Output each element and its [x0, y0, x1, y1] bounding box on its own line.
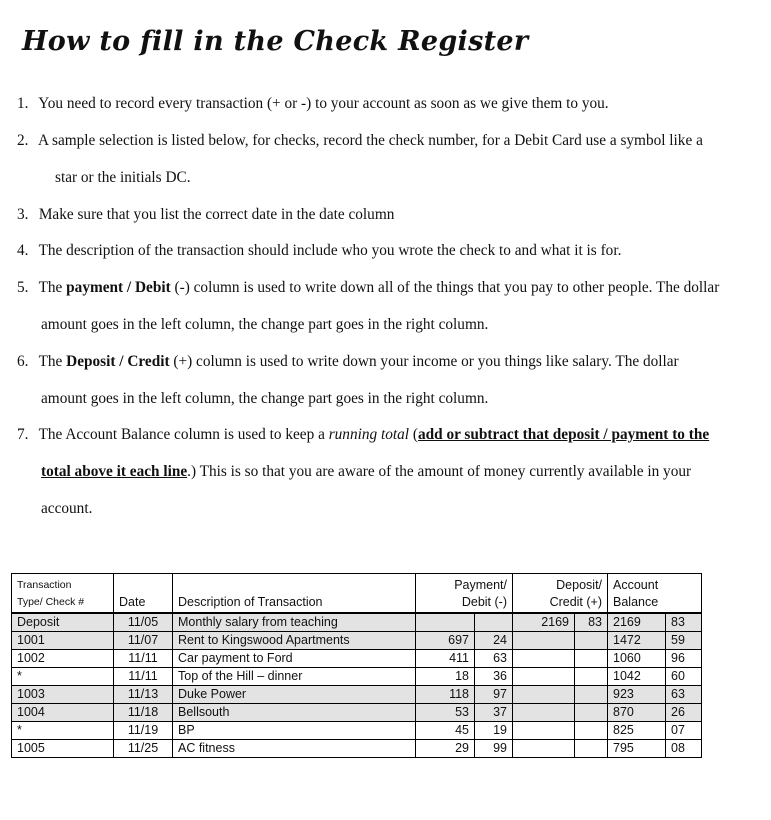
instruction-text: You need to record every transaction (+ or -) to your account as soon as we give them to you.: [38, 95, 609, 112]
instruction-number: 5.: [17, 279, 29, 296]
table-row: [12, 722, 702, 740]
instruction-text-post: (-) column is used to write down all of the things that you pay to other people. The dollar: [170, 279, 720, 296]
cell-balance-cents: 08: [666, 740, 702, 758]
cell-balance-dollars: 825: [608, 722, 666, 740]
header-account-balance: Account Balance: [608, 574, 702, 614]
cell-balance-cents: 26: [666, 704, 702, 722]
cell-payment-cents: [475, 613, 513, 632]
cell-balance-dollars: 1472: [608, 632, 666, 650]
cell-transaction-type: Deposit: [12, 613, 114, 632]
cell-payment-dollars: 29: [416, 740, 475, 758]
cell-payment-cents: 19: [475, 722, 513, 740]
cell-balance-cents: 60: [666, 668, 702, 686]
instruction-5-continued: amount goes in the left column, the change part goes in the right column.: [41, 316, 489, 333]
instruction-text-pre: The: [38, 353, 67, 370]
cell-balance-dollars: 1042: [608, 668, 666, 686]
cell-transaction-type: 1005: [12, 740, 114, 758]
cell-description: BP: [173, 722, 416, 740]
cell-deposit-dollars: 2169: [513, 613, 575, 632]
cell-balance-cents: 59: [666, 632, 702, 650]
cell-balance-cents: 96: [666, 650, 702, 668]
cell-payment-dollars: 697: [416, 632, 475, 650]
cell-description: Monthly salary from teaching: [173, 613, 416, 632]
table-row: [12, 686, 702, 704]
table-row: [12, 613, 702, 632]
cell-description: Duke Power: [173, 686, 416, 704]
instruction-bold-term: payment / Debit: [66, 279, 171, 296]
table-row: [12, 650, 702, 668]
cell-payment-cents: 36: [475, 668, 513, 686]
cell-balance-cents: 63: [666, 686, 702, 704]
cell-description: Rent to Kingswood Apartments: [173, 632, 416, 650]
cell-payment-cents: 37: [475, 704, 513, 722]
cell-deposit-cents: [575, 632, 608, 650]
cell-payment-dollars: 45: [416, 722, 475, 740]
page-title: How to fill in the Check Register: [22, 26, 529, 57]
cell-balance-cents: 83: [666, 613, 702, 632]
cell-date: 11/19: [114, 722, 173, 740]
cell-description: Bellsouth: [173, 704, 416, 722]
cell-balance-dollars: 923: [608, 686, 666, 704]
instruction-text: A sample selection is listed below, for checks, record the check number, for a Debit Card use a symbol like a: [37, 132, 703, 149]
cell-transaction-type: *: [12, 668, 114, 686]
instruction-number: 6.: [17, 353, 29, 370]
cell-date: 11/25: [114, 740, 173, 758]
cell-deposit-cents: [575, 704, 608, 722]
instruction-1: [17, 95, 757, 113]
cell-date: 11/11: [114, 650, 173, 668]
cell-deposit-dollars: [513, 722, 575, 740]
instruction-number: 7.: [17, 426, 29, 443]
instruction-5: [17, 279, 757, 297]
cell-date: 11/05: [114, 613, 173, 632]
table-row: [12, 740, 702, 758]
instruction-text: Make sure that you list the correct date in the date column: [38, 206, 395, 223]
cell-deposit-cents: 83: [575, 613, 608, 632]
cell-payment-cents: 24: [475, 632, 513, 650]
cell-balance-cents: 07: [666, 722, 702, 740]
cell-deposit-cents: [575, 722, 608, 740]
cell-description: AC fitness: [173, 740, 416, 758]
register-body: [12, 613, 702, 758]
table-row: [12, 668, 702, 686]
cell-deposit-cents: [575, 686, 608, 704]
instruction-7: [17, 426, 757, 444]
cell-transaction-type: *: [12, 722, 114, 740]
cell-transaction-type: 1002: [12, 650, 114, 668]
instruction-text: The description of the transaction should include who you wrote the check to and what it is for.: [38, 242, 622, 259]
cell-balance-dollars: 2169: [608, 613, 666, 632]
cell-date: 11/07: [114, 632, 173, 650]
cell-deposit-dollars: [513, 650, 575, 668]
check-register-table: [11, 573, 702, 758]
table-header-row: [12, 574, 702, 614]
table-row: [12, 704, 702, 722]
instruction-6-continued: amount goes in the left column, the change part goes in the right column.: [41, 390, 489, 407]
cell-description: Top of the Hill – dinner: [173, 668, 416, 686]
instruction-7-continued: account.: [41, 500, 93, 517]
cell-deposit-dollars: [513, 704, 575, 722]
instruction-underlined-text: add or subtract that deposit / payment to the: [417, 426, 710, 443]
instruction-text-post: (+) column is used to write down your income or you things like salary. The dollar: [169, 353, 679, 370]
cell-balance-dollars: 795: [608, 740, 666, 758]
header-transaction-type: Transaction Type/ Check #: [12, 574, 114, 614]
cell-deposit-cents: [575, 650, 608, 668]
cell-deposit-cents: [575, 668, 608, 686]
instruction-italic-term: running total: [328, 426, 410, 443]
instruction-text-post: .) This is so that you are aware of the amount of money currently available in your: [187, 463, 692, 480]
cell-payment-cents: 63: [475, 650, 513, 668]
instruction-number: 3.: [17, 206, 29, 223]
cell-payment-cents: 97: [475, 686, 513, 704]
instruction-number: 1.: [17, 95, 29, 112]
instruction-text-mid: (: [409, 426, 418, 443]
cell-transaction-type: 1004: [12, 704, 114, 722]
cell-payment-dollars: 411: [416, 650, 475, 668]
cell-payment-dollars: 53: [416, 704, 475, 722]
cell-deposit-dollars: [513, 686, 575, 704]
cell-payment-dollars: [416, 613, 475, 632]
instruction-text-pre: The: [38, 279, 67, 296]
instruction-2: [17, 132, 757, 150]
header-payment-debit: Payment/ Debit (-): [416, 574, 513, 614]
instruction-6: [17, 353, 757, 371]
instruction-bold-term: Deposit / Credit: [66, 353, 170, 370]
instruction-3: [17, 206, 757, 224]
instruction-underlined-text: total above it each line: [41, 463, 188, 480]
instruction-text-pre: The Account Balance column is used to keep a: [38, 426, 329, 443]
header-deposit-credit: Deposit/ Credit (+): [513, 574, 608, 614]
cell-description: Car payment to Ford: [173, 650, 416, 668]
cell-payment-cents: 99: [475, 740, 513, 758]
cell-date: 11/11: [114, 668, 173, 686]
header-description: Description of Transaction: [173, 574, 416, 614]
cell-payment-dollars: 18: [416, 668, 475, 686]
instruction-4: [17, 242, 757, 260]
cell-deposit-dollars: [513, 668, 575, 686]
cell-balance-dollars: 870: [608, 704, 666, 722]
cell-balance-dollars: 1060: [608, 650, 666, 668]
cell-deposit-dollars: [513, 632, 575, 650]
instruction-7-line2: [41, 463, 771, 481]
cell-transaction-type: 1003: [12, 686, 114, 704]
instruction-2-continued: star or the initials DC.: [55, 169, 191, 186]
cell-payment-dollars: 118: [416, 686, 475, 704]
cell-transaction-type: 1001: [12, 632, 114, 650]
table-row: [12, 632, 702, 650]
cell-date: 11/13: [114, 686, 173, 704]
cell-date: 11/18: [114, 704, 173, 722]
instruction-number: 2.: [17, 132, 29, 149]
header-date: Date: [114, 574, 173, 614]
cell-deposit-dollars: [513, 740, 575, 758]
cell-deposit-cents: [575, 740, 608, 758]
instruction-number: 4.: [17, 242, 29, 259]
